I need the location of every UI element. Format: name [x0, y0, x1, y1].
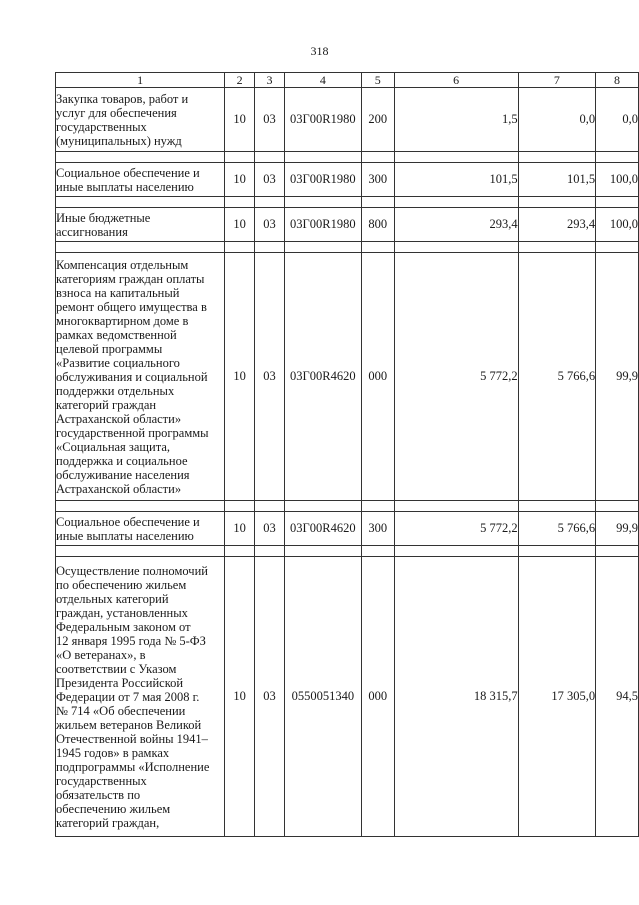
budget-table [55, 72, 639, 837]
cell-target-code: 03Г00R1980 [284, 88, 361, 152]
cell-percent: 99,9 [596, 253, 639, 501]
table-row [56, 512, 639, 546]
cell-section: 10 [225, 512, 255, 546]
column-header: 8 [596, 73, 639, 88]
cell-subsection: 03 [255, 163, 285, 197]
table-row [56, 163, 639, 197]
cell-target-code: 03Г00R1980 [284, 163, 361, 197]
column-header: 2 [225, 73, 255, 88]
cell-percent: 99,9 [596, 512, 639, 546]
cell-expense-type: 000 [361, 557, 394, 837]
cell-section: 10 [225, 88, 255, 152]
cell-expense-type: 300 [361, 512, 394, 546]
cell-executed: 5 766,6 [518, 253, 595, 501]
cell-planned: 18 315,7 [394, 557, 518, 837]
cell-planned: 5 772,2 [394, 512, 518, 546]
cell-expense-type: 300 [361, 163, 394, 197]
cell-target-code: 0550051340 [284, 557, 361, 837]
cell-planned: 1,5 [394, 88, 518, 152]
cell-executed: 101,5 [518, 163, 595, 197]
cell-percent: 94,5 [596, 557, 639, 837]
cell-executed: 293,4 [518, 208, 595, 242]
column-header: 1 [56, 73, 225, 88]
page-number: 318 [310, 44, 329, 58]
cell-executed: 5 766,6 [518, 512, 595, 546]
cell-section: 10 [225, 557, 255, 837]
cell-subsection: 03 [255, 557, 285, 837]
cell-target-code: 03Г00R1980 [284, 208, 361, 242]
cell-section: 10 [225, 208, 255, 242]
cell-planned: 293,4 [394, 208, 518, 242]
table-row [56, 208, 639, 242]
cell-planned: 5 772,2 [394, 253, 518, 501]
table-row [56, 88, 639, 152]
table-row [56, 253, 639, 501]
row-description: Социальное обеспечение и иные выплаты населению [56, 512, 225, 546]
table-header-row [56, 73, 639, 88]
cell-expense-type: 200 [361, 88, 394, 152]
cell-expense-type: 800 [361, 208, 394, 242]
table-row [56, 557, 639, 837]
cell-executed: 17 305,0 [518, 557, 595, 837]
row-description: Социальное обеспечение и иные выплаты населению [56, 163, 225, 197]
cell-section: 10 [225, 163, 255, 197]
cell-subsection: 03 [255, 208, 285, 242]
cell-planned: 101,5 [394, 163, 518, 197]
row-description: Иные бюджетные ассигнования [56, 208, 225, 242]
column-header: 6 [394, 73, 518, 88]
cell-subsection: 03 [255, 88, 285, 152]
column-header: 5 [361, 73, 394, 88]
cell-expense-type: 000 [361, 253, 394, 501]
cell-subsection: 03 [255, 253, 285, 501]
column-header: 3 [255, 73, 285, 88]
column-header: 7 [518, 73, 595, 88]
cell-subsection: 03 [255, 512, 285, 546]
cell-percent: 0,0 [596, 88, 639, 152]
row-description: Закупка товаров, работ и услуг для обеспечения государственных (муниципальных) нужд [56, 88, 225, 152]
column-header: 4 [284, 73, 361, 88]
cell-executed: 0,0 [518, 88, 595, 152]
row-description: Компенсация отдельным категориям граждан оплаты взноса на капитальный ремонт общего имущества в многоквартирном доме в рамках ведомственной целевой программы «Развитие социального обслуживания и социальной поддержки отдельных категорий граждан Астраханской области» государственной программы «Социальная защита, поддержка и социальное обслуживание населения Астраханской области» [56, 253, 225, 501]
cell-percent: 100,0 [596, 163, 639, 197]
cell-section: 10 [225, 253, 255, 501]
cell-percent: 100,0 [596, 208, 639, 242]
cell-target-code: 03Г00R4620 [284, 512, 361, 546]
cell-target-code: 03Г00R4620 [284, 253, 361, 501]
row-description: Осуществление полномочий по обеспечению жильем отдельных категорий граждан, установленных Федеральным законом от 12 января 1995 года № 5-ФЗ «О ветеранах», в соответствии с Указом Президента Российской Федерации от 7 мая 2008 г. № 714 «Об обеспечении жильем ветеранов Великой Отечественной войны 1941– 1945 годов» в рамках подпрограммы «Исполнение государственных обязательств по обеспечению жильем категорий граждан, [56, 557, 225, 837]
